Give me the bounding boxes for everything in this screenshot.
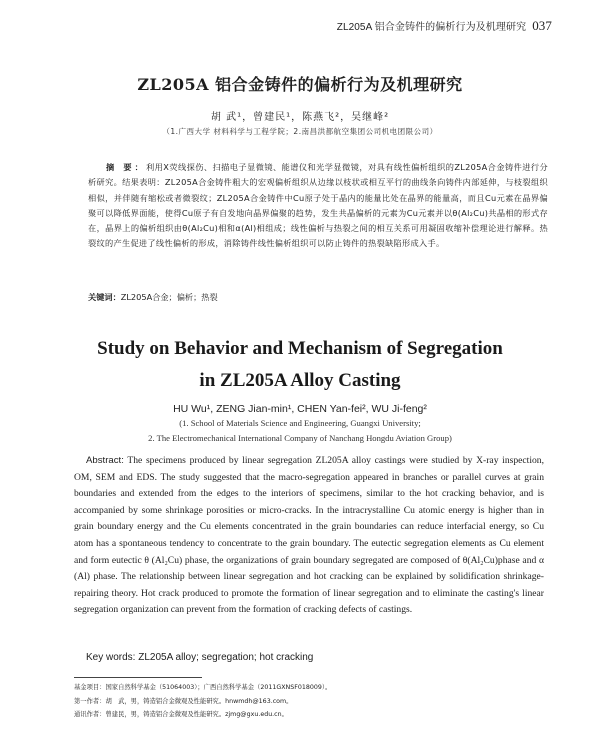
en-abstract-label: Abstract:: [86, 455, 124, 466]
cn-keywords-label: 关键词：: [88, 292, 121, 302]
en-authors: HU Wu¹, ZENG Jian-min¹, CHEN Yan-fei², WU Ji-feng²: [173, 403, 427, 415]
en-keywords: [86, 652, 546, 663]
cn-abstract-text: 利用X荧线探伤、扫描电子显微镜、能谱仪和光学显微镜，对具有线性偏析组织的ZL205A合金铸件进行分析研究。结果表明：ZL205A合金铸件粗大的宏观偏析组织从边缘以枝状或相互平行的曲线条向铸件内部延伸，与枝裂组织相似，并伴随有缩松或者微裂纹；ZL205A合金铸件中Cu原子处于晶内的能量比处在晶界的能量高，而且Cu元素在晶界偏聚可以降低界面能，使得Cu原子有自发地向晶界偏聚的趋势，发生共晶偏析的元素为Cu元素并以θ(Al₂Cu)共晶相的形式存在，晶界上的偏析组织由θ(Al₂Cu)相和α(Al)相组成；线性偏析与热裂之间的相互关系可用凝固收缩补偿理论进行解释。热裂纹的产生促进了线性偏析的形成，消除铸件线性偏析组织可以防止铸件的热裂缺陷形成入手。: [88, 162, 548, 249]
cn-keywords-text: ZL205A合金；偏析；热裂: [120, 292, 218, 302]
cn-authors: 胡 武¹，曾建民¹，陈燕飞²，吴继峰²: [210, 112, 390, 123]
en-keywords-text: ZL205A alloy; segregation; hot cracking: [138, 652, 314, 663]
en-keywords-label: Key words:: [86, 652, 136, 663]
cn-affiliations: （1.广西大学 材料科学与工程学院；2.南昌洪都航空集团公司机电团限公司）: [162, 127, 438, 136]
footnote-corresponding-author: 通讯作者：曾建民，男，铸造铝合金微观及性能研究。zjmg@gxu.edu.cn。: [74, 711, 288, 718]
footnote-funding: 基金项目：国家自然科学基金（51064003）；广西自然科学基金（2011GXNSF018009）。: [74, 684, 332, 691]
running-header: [337, 18, 552, 34]
cn-keywords: [88, 292, 548, 303]
page-number: 037: [532, 18, 552, 33]
footnote-divider: [74, 677, 202, 678]
en-title-line2: in ZL205A Alloy Casting: [199, 370, 401, 391]
en-abstract-text: The specimens produced by linear segregation ZL205A alloy castings were studied by X-ray inspection, OM, SEM and EDS. The study suggested that the macro-segregation appeared in branches or parallel curves at grain boundaries and extended from the edges to the interiors of specimens, similar to the hot cracking behavior, and is accompanied by some shrinkage porosities or micro-cracks. In the intracrystalline Cu atomic energy is higher than in grain boundary energy and the Cu elements concentrated in the grain boundaries can reduce interfacial energy, so Cu atom has a spontaneous tendency to concentrate to the grain boundary. The eutectic segregation elements as Cu element and form eutectic θ (Al₂Cu) phase, the organizations of grain boundary segregated are composed of θ(Al₂Cu)phase and α (Al) phase. The relationship between linear segregation and hot cracking can be explained by solidification shrinkage-repairing theory. Hot crack produced to promote the formation of linear segregation and to eliminate the casting's linear segregation organization can prevent from the formation of cracking defects of castings.: [74, 455, 544, 616]
cn-title: ZL205A 铝合金铸件的偏析行为及机理研究: [137, 75, 463, 94]
cn-abstract-label: 摘 要：: [106, 162, 147, 172]
footnote-first-author: 第一作者：胡 武，男，铸造铝合金微观及性能研究。hnwmdh@163.com。: [74, 697, 293, 705]
en-affiliation-1: (1. School of Materials Science and Engineering, Guangxi University;: [179, 418, 421, 428]
running-header-title: ZL205A 铝合金铸件的偏析行为及机理研究: [336, 22, 527, 33]
en-title: [0, 333, 600, 397]
en-affiliation-2: 2. The Electromechanical International Company of Nanchang Hongdu Aviation Group): [148, 433, 452, 443]
en-title-line1: Study on Behavior and Mechanism of Segregation: [97, 338, 503, 359]
cn-abstract: [88, 160, 548, 252]
footnotes: [74, 681, 544, 722]
en-abstract: [74, 453, 544, 619]
